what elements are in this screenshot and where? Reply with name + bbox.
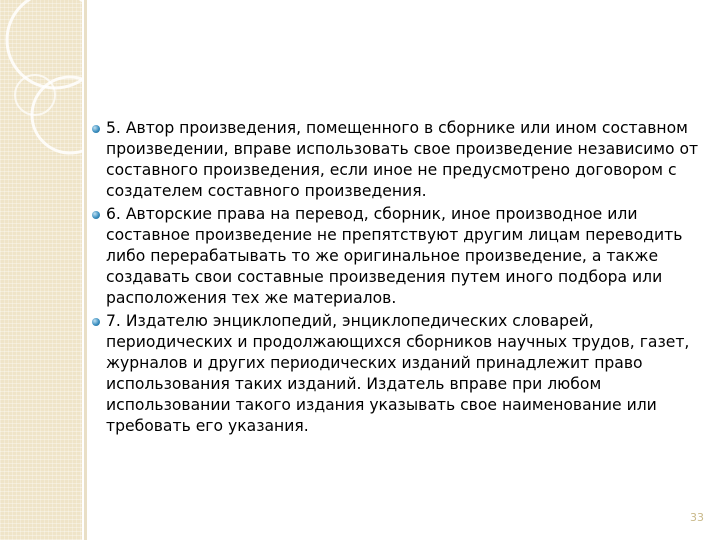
decorative-side-panel — [0, 0, 82, 540]
bullet-text: 6. Авторские права на перевод, сборник, иное производное или составное произведение не препятствуют другим лицам переводить либо перерабатывать то же оригинальное произведение, а также создавать свои составные произведения путем иного подбора или расположения тех же материалов. — [106, 205, 683, 307]
round-bullet-icon — [92, 211, 100, 219]
panel-divider — [84, 0, 87, 540]
bullet-item — [90, 311, 702, 437]
bullet-list — [90, 118, 702, 439]
round-bullet-icon — [92, 125, 100, 133]
page-number: 33 — [690, 511, 704, 524]
round-bullet-icon — [92, 318, 100, 326]
bullet-text: 5. Автор произведения, помещенного в сборнике или ином составном произведении, вправе использовать свое произведение независимо от составного произведения, если иное не предусмотрено договором с создателем составного произведения. — [106, 119, 699, 200]
bullet-text: 7. Издателю энциклопедий, энциклопедических словарей, периодических и продолжающихся сборников научных трудов, газет, журналов и других периодических изданий принадлежит право использования таких изданий. Издатель вправе при любом использовании такого издания указывать свое наименование или требовать его указания. — [106, 312, 690, 435]
decorative-circles — [0, 0, 82, 540]
bullet-item — [90, 118, 702, 202]
bullet-item — [90, 204, 702, 309]
